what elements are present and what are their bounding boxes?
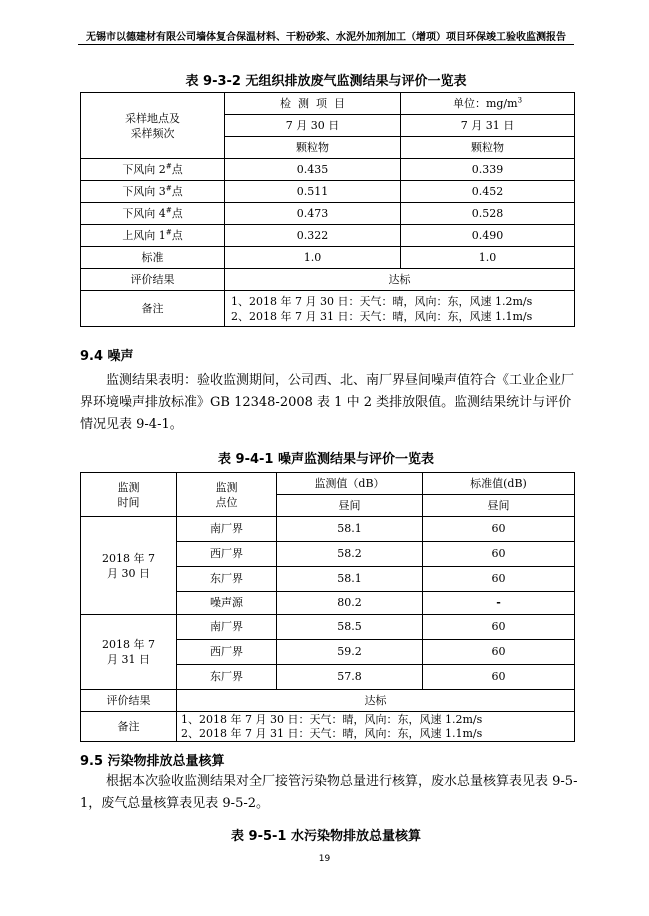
date-cell: 2018 年 7 月 31 日	[81, 615, 177, 690]
note-label: 备注	[81, 712, 177, 742]
point-cell: 东厂界	[177, 665, 277, 690]
rowhead-cell	[81, 93, 225, 159]
section-9-4-paragraph	[80, 370, 580, 436]
page-number: 19	[318, 854, 331, 864]
value-cell: 0.322	[225, 225, 401, 247]
std-cell: 60	[423, 665, 575, 690]
value-cell: 0.452	[401, 181, 575, 203]
standard-label: 标准	[81, 247, 225, 269]
note-label: 备注	[81, 291, 225, 327]
note-cell	[225, 291, 575, 327]
point-cell: 东厂界	[177, 567, 277, 592]
note-line: 1、2018 年 7 月 30 日：天气：晴，风向：东，风速 1.2m/s	[231, 294, 533, 308]
eval-value: 达标	[225, 269, 575, 291]
table-caption-9-5-1: 表 9-5-1 水污染物排放总量核算	[231, 829, 421, 844]
section-9-5-paragraph	[80, 771, 580, 815]
paragraph-text: 监测结果表明：验收监测期间，公司西、北、南厂界昼间噪声值符合《工业企业厂界环境噪声排放标准》GB 12348-2008 表 1 中 2 类排放限值。监测结果统计与评价情况见表 9-4-1。	[80, 373, 575, 432]
standard-header: 标准值(dB)	[423, 473, 575, 495]
point-cell: 噪声源	[177, 592, 277, 615]
value-cell: 58.5	[277, 615, 423, 640]
table-caption-9-4-1: 表 9-4-1 噪声监测结果与评价一览表	[218, 452, 434, 467]
standard-value: 1.0	[225, 247, 401, 269]
sub-header-day: 昼间	[277, 495, 423, 517]
unit-header	[401, 93, 575, 115]
paragraph-text: 根据本次验收监测结果对全厂接管污染物总量进行核算，废水总量核算表见表 9-5-1，废气总量核算表见表 9-5-2。	[80, 774, 578, 811]
section-heading-9-5: 9.5 污染物排放总量核算	[80, 754, 225, 769]
std-cell: 60	[423, 640, 575, 665]
value-cell: 0.339	[401, 159, 575, 181]
value-cell: 0.528	[401, 203, 575, 225]
header-rule	[78, 44, 574, 45]
table-row	[81, 225, 575, 247]
table-row	[81, 291, 575, 327]
std-cell: 60	[423, 567, 575, 592]
table-9-4-1	[80, 472, 575, 742]
note-cell	[177, 712, 575, 742]
point-label: 下风向 2#点	[81, 159, 225, 181]
value-cell: 0.473	[225, 203, 401, 225]
value-cell: 0.511	[225, 181, 401, 203]
point-label: 下风向 3#点	[81, 181, 225, 203]
note-line: 2、2018 年 7 月 31 日：天气：晴，风向：东，风速 1.1m/s	[231, 309, 533, 323]
std-cell: 60	[423, 517, 575, 542]
value-cell: 0.490	[401, 225, 575, 247]
table-row	[81, 269, 575, 291]
unit-text: 单位：mg/m	[452, 96, 518, 110]
eval-value: 达标	[177, 690, 575, 712]
point-label: 下风向 4#点	[81, 203, 225, 225]
date-header: 7 月 31 日	[401, 115, 575, 137]
point-header: 监测点位	[177, 473, 277, 517]
point-cell: 西厂界	[177, 542, 277, 567]
value-cell: 0.435	[225, 159, 401, 181]
rowhead-text: 采样地点及采样频次	[125, 111, 180, 140]
table-row	[81, 159, 575, 181]
value-cell: 58.2	[277, 542, 423, 567]
std-cell: 60	[423, 615, 575, 640]
point-cell: 西厂界	[177, 640, 277, 665]
table-9-3-2	[80, 92, 575, 327]
eval-label: 评价结果	[81, 269, 225, 291]
pollutant-header: 颗粒物	[401, 137, 575, 159]
date-header: 7 月 30 日	[225, 115, 401, 137]
value-cell: 80.2	[277, 592, 423, 615]
table-caption-9-3-2: 表 9-3-2 无组织排放废气监测结果与评价一览表	[185, 74, 467, 89]
value-cell: 59.2	[277, 640, 423, 665]
point-label: 上风向 1#点	[81, 225, 225, 247]
note-line: 1、2018 年 7 月 30 日：天气：晴，风向：东，风速 1.2m/s	[181, 712, 483, 726]
std-cell: 60	[423, 542, 575, 567]
pollutant-header: 颗粒物	[225, 137, 401, 159]
table-row	[81, 203, 575, 225]
std-cell: -	[423, 592, 575, 615]
measured-header: 监测值（dB）	[277, 473, 423, 495]
table-row	[81, 181, 575, 203]
section-heading-9-4: 9.4 噪声	[80, 349, 134, 364]
time-header: 监测时间	[81, 473, 177, 517]
point-cell: 南厂界	[177, 615, 277, 640]
sub-header-day: 昼间	[423, 495, 575, 517]
note-line: 2、2018 年 7 月 31 日：天气：晴，风向：东，风速 1.1m/s	[181, 726, 483, 740]
unit-sup: 3	[517, 95, 523, 104]
point-cell: 南厂界	[177, 517, 277, 542]
table-row	[81, 690, 575, 712]
item-header: 检 测 项 目	[225, 93, 401, 115]
value-cell: 58.1	[277, 567, 423, 592]
table-row	[81, 712, 575, 742]
standard-value: 1.0	[401, 247, 575, 269]
value-cell: 58.1	[277, 517, 423, 542]
date-cell: 2018 年 7 月 30 日	[81, 517, 177, 615]
table-row	[81, 517, 575, 542]
value-cell: 57.8	[277, 665, 423, 690]
table-row	[81, 615, 575, 640]
eval-label: 评价结果	[81, 690, 177, 712]
running-header: 无锡市以德建材有限公司墙体复合保温材料、干粉砂浆、水泥外加剂加工（增项）项目环保竣工验收监测报告	[86, 32, 566, 43]
table-row	[81, 247, 575, 269]
